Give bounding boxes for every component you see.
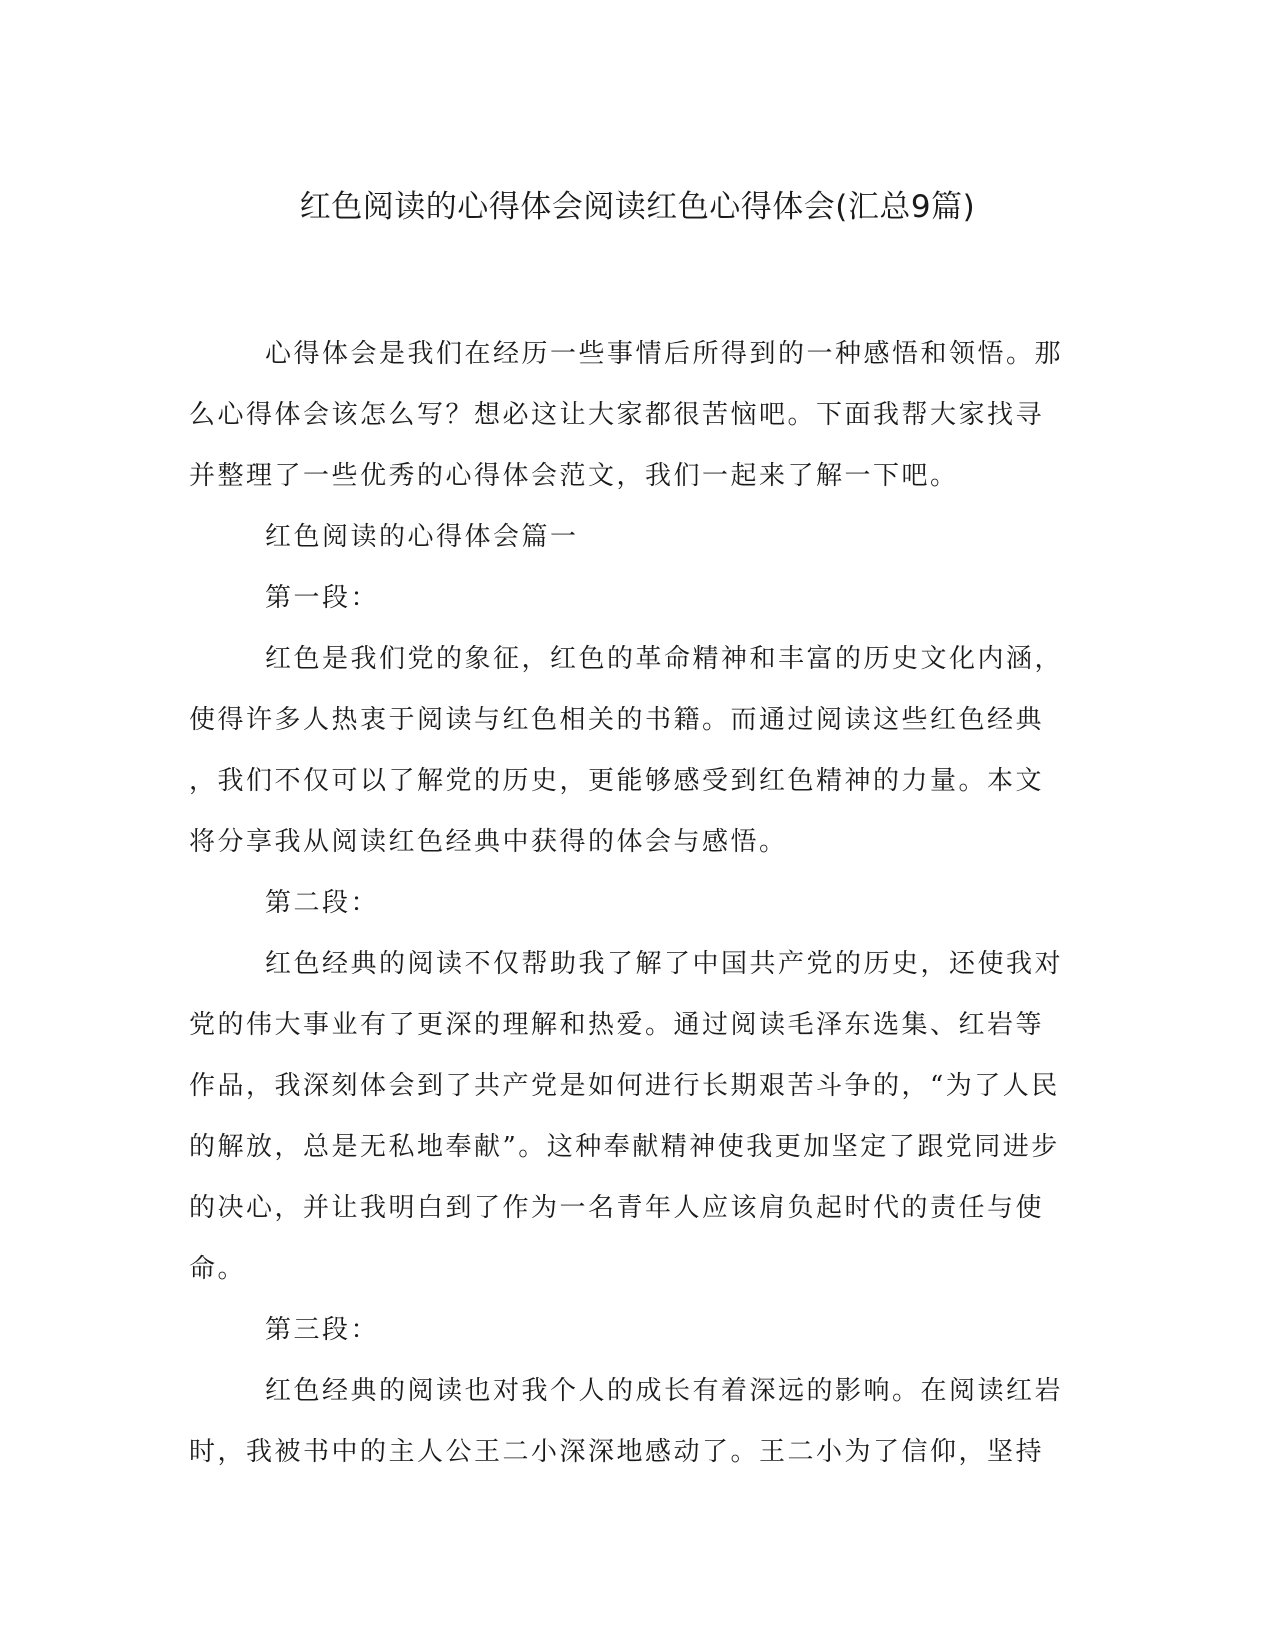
- text-line: 时，我被书中的主人公王二小深深地感动了。王二小为了信仰，坚持: [189, 1437, 1045, 1467]
- text-line: 第一段：: [265, 583, 380, 613]
- document-title: 红色阅读的心得体会阅读红色心得体会(汇总9篇): [299, 189, 976, 225]
- text-line: 的决心，并让我明白到了作为一名青年人应该肩负起时代的责任与使: [189, 1193, 1045, 1223]
- body-paragraph: [189, 1361, 1079, 1483]
- body-paragraph: [189, 629, 1079, 873]
- section-heading: [189, 507, 1079, 568]
- intro-paragraph: [189, 324, 1079, 507]
- text-line: 党的伟大事业有了更深的理解和热爱。通过阅读毛泽东选集、红岩等: [189, 1010, 1045, 1040]
- text-line: 红色经典的阅读不仅帮助我了解了中国共产党的历史，还使我对: [265, 949, 1064, 979]
- text-line: 作品，我深刻体会到了共产党是如何进行长期艰苦斗争的，“为了人民: [189, 1071, 1060, 1101]
- text-line: 使得许多人热衷于阅读与红色相关的书籍。而通过阅读这些红色经典: [189, 705, 1045, 735]
- segment-label: [189, 873, 1079, 934]
- text-line: 的解放，总是无私地奉献”。这种奉献精神使我更加坚定了跟党同进步: [189, 1132, 1060, 1162]
- text-line: 将分享我从阅读红色经典中获得的体会与感悟。: [189, 827, 788, 857]
- text-line: 红色阅读的心得体会篇一: [265, 522, 579, 552]
- text-line: 第三段：: [265, 1315, 380, 1345]
- text-line: ，我们不仅可以了解党的历史，更能够感受到红色精神的力量。本文: [189, 766, 1045, 796]
- text-line: 命。: [189, 1254, 247, 1284]
- document-body: [189, 324, 1079, 1483]
- text-line: 心得体会是我们在经历一些事情后所得到的一种感悟和领悟。那: [265, 339, 1064, 369]
- segment-label: [189, 1300, 1079, 1361]
- text-line: 并整理了一些优秀的心得体会范文，我们一起来了解一下吧。: [189, 461, 959, 491]
- body-paragraph: [189, 934, 1079, 1300]
- text-line: 么心得体会该怎么写？想必这让大家都很苦恼吧。下面我帮大家找寻: [189, 400, 1045, 430]
- segment-label: [189, 568, 1079, 629]
- text-line: 第二段：: [265, 888, 380, 918]
- text-line: 红色经典的阅读也对我个人的成长有着深远的影响。在阅读红岩: [265, 1376, 1064, 1406]
- text-line: 红色是我们党的象征，红色的革命精神和丰富的历史文化内涵，: [265, 644, 1064, 674]
